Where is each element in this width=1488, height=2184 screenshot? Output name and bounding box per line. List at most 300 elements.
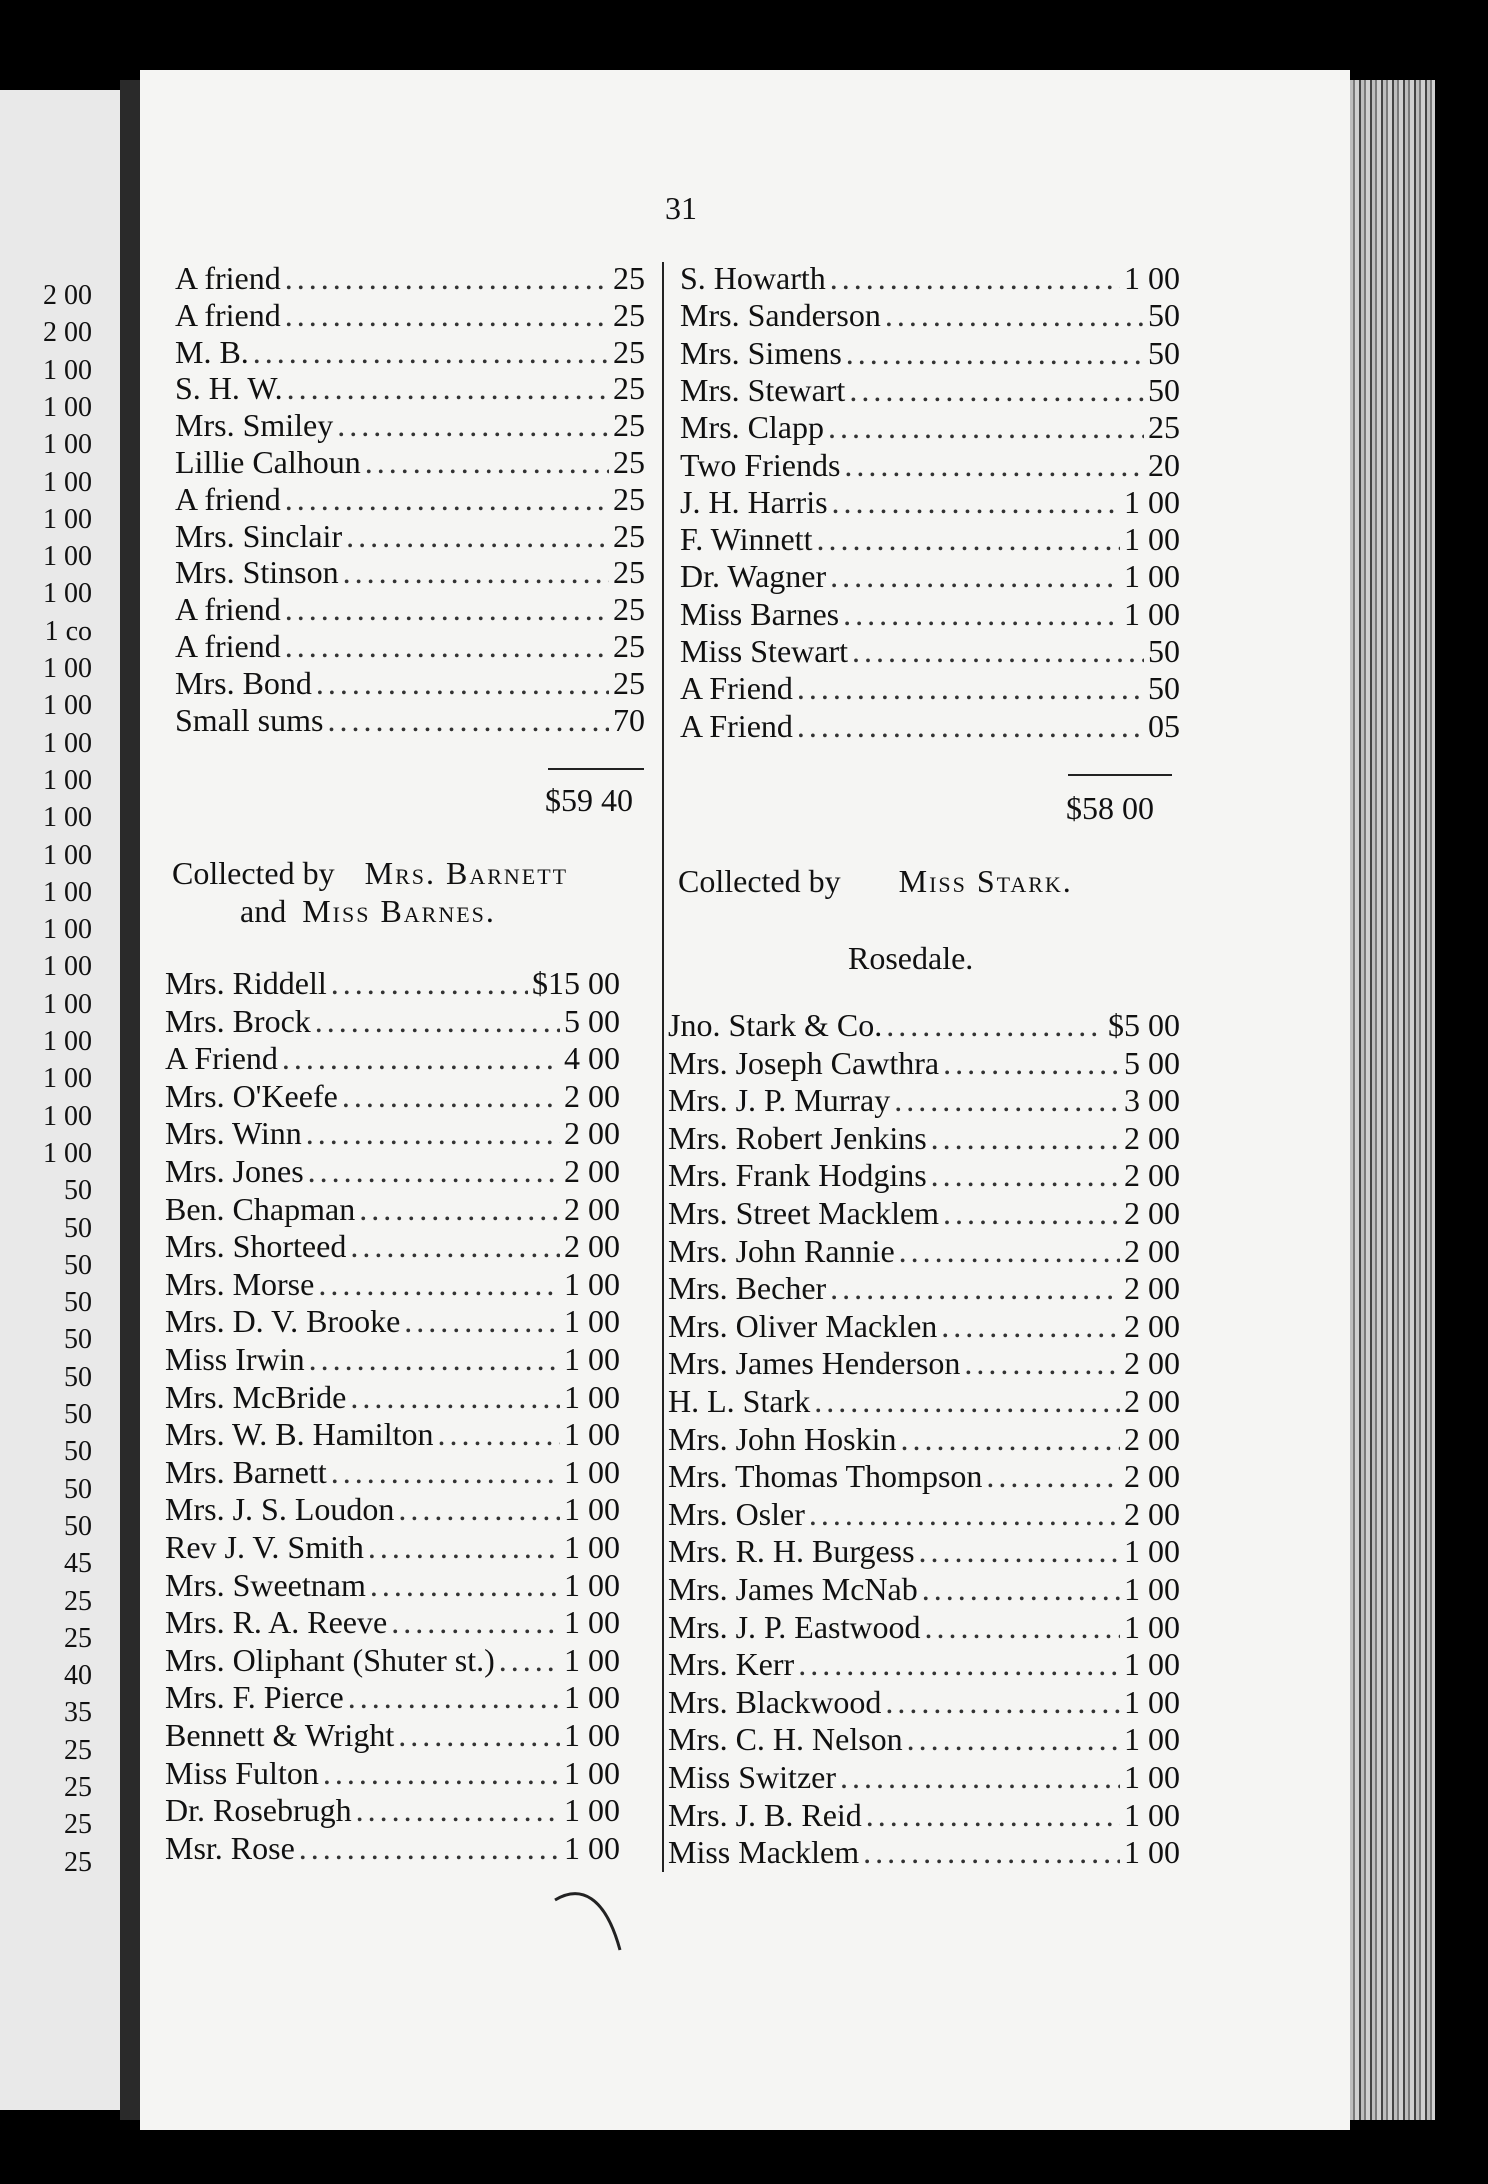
donation-amount: 1 00	[1124, 1834, 1180, 1871]
list-row	[165, 1755, 620, 1792]
list-row	[165, 1078, 620, 1115]
facing-page-amount: 50	[64, 1175, 92, 1207]
donation-amount: 25	[613, 260, 645, 296]
list-row	[680, 335, 1180, 372]
leader-dots	[253, 334, 609, 371]
list-row	[668, 1308, 1180, 1345]
leader-dots	[299, 1830, 560, 1867]
list-row	[165, 1341, 620, 1378]
list-row	[175, 554, 645, 591]
donation-amount: 1 00	[564, 1717, 620, 1753]
donation-amount: 50	[1148, 670, 1180, 707]
facing-page-amount: 45	[64, 1548, 92, 1580]
leader-dots	[798, 1646, 1120, 1683]
leader-dots	[323, 1755, 560, 1792]
donor-name: F. Winnett	[680, 521, 813, 558]
donor-name: Mrs. Simens	[680, 334, 842, 371]
donor-name: H. L. Stark	[668, 1383, 811, 1419]
list-row	[680, 297, 1180, 334]
leader-dots	[350, 1379, 560, 1416]
list-row	[175, 702, 645, 739]
list-row	[165, 965, 620, 1002]
facing-page-amount: 25	[64, 1585, 92, 1617]
facing-page-amount: 1 00	[43, 1137, 92, 1169]
facing-page-amount: 50	[64, 1249, 92, 1281]
facing-page-amount: 50	[64, 1436, 92, 1468]
list-row	[680, 558, 1180, 595]
facing-page-amount: 25	[64, 1622, 92, 1654]
leader-dots	[886, 1007, 1104, 1044]
donation-amount: $15 00	[532, 965, 620, 1001]
facing-page-amount: 1 00	[43, 764, 92, 796]
leader-dots	[809, 1496, 1120, 1533]
donor-name: Mrs. Barnett	[165, 1453, 327, 1490]
donor-name: Mrs. Thomas Thompson	[668, 1458, 983, 1495]
donation-amount: 1 00	[1124, 483, 1180, 520]
donor-name: Mrs. Becher	[668, 1270, 827, 1307]
leader-dots	[359, 1191, 560, 1228]
leader-dots	[899, 1233, 1120, 1270]
donor-name: Mrs. Stinson	[175, 554, 339, 591]
leader-dots	[342, 1078, 560, 1115]
list-row	[668, 1797, 1180, 1834]
leader-dots	[843, 596, 1120, 633]
facing-page-amount: 1 00	[43, 839, 92, 871]
leader-dots	[828, 409, 1144, 446]
facing-page-amount: 1 00	[43, 914, 92, 946]
donor-name: Mrs. J. B. Reid	[668, 1796, 862, 1833]
donation-amount: 50	[1148, 371, 1180, 408]
leader-dots	[346, 518, 609, 555]
leader-dots	[816, 521, 1120, 558]
list-row	[680, 409, 1180, 446]
leader-dots	[285, 297, 609, 334]
leader-dots	[894, 1082, 1120, 1119]
facing-page-amount: 25	[64, 1846, 92, 1878]
donor-name: Mrs. Smiley	[175, 407, 334, 444]
donation-amount: 1 00	[564, 1566, 620, 1603]
leader-dots	[852, 633, 1144, 670]
donation-amount: 1 00	[564, 1829, 620, 1866]
leader-dots	[919, 1533, 1120, 1570]
col1-total-rule	[548, 768, 644, 770]
facing-page-amount: 50	[64, 1473, 92, 1505]
list-row	[175, 407, 645, 444]
donation-amount: 1 00	[564, 1529, 620, 1565]
col1-heading-collected: Collected by	[172, 855, 335, 891]
list-row	[680, 708, 1180, 745]
donor-name: Mrs. Sinclair	[175, 517, 343, 554]
donor-name: Mrs. Oliver Macklen	[668, 1307, 938, 1344]
facing-page-amount: 2 00	[43, 280, 92, 311]
leader-dots	[814, 1383, 1120, 1420]
list-row	[165, 1416, 620, 1453]
donation-amount: 2 00	[564, 1153, 620, 1189]
donor-name: Mrs. J. S. Loudon	[165, 1491, 395, 1528]
leader-dots	[924, 1609, 1120, 1646]
donor-name: Mrs. R. H. Burgess	[668, 1533, 915, 1570]
donation-amount: 2 00	[1124, 1383, 1180, 1419]
donor-name: A Friend	[165, 1040, 278, 1077]
donation-amount: 1 00	[564, 1491, 620, 1528]
leader-dots	[830, 260, 1120, 297]
leader-dots	[830, 1270, 1120, 1307]
list-row	[668, 1571, 1180, 1608]
facing-page-amount: 1 00	[43, 1063, 92, 1095]
list-row	[165, 1830, 620, 1867]
leader-dots	[844, 447, 1144, 484]
facing-page-amount: 50	[64, 1212, 92, 1244]
list-row	[165, 1679, 620, 1716]
leader-dots	[343, 554, 609, 591]
donation-amount: 50	[1148, 297, 1180, 334]
list-row	[680, 372, 1180, 409]
leader-dots	[885, 297, 1144, 334]
list-row	[668, 1120, 1180, 1157]
donation-amount: 1 00	[1124, 1683, 1180, 1720]
facing-page-amount: 1 00	[43, 541, 92, 573]
leader-dots	[337, 407, 609, 444]
list-row	[680, 670, 1180, 707]
leader-dots	[943, 1045, 1120, 1082]
donation-amount: 1 00	[1124, 595, 1180, 632]
donation-amount: 2 00	[1124, 1345, 1180, 1382]
list-row	[165, 1491, 620, 1528]
facing-page-amount: 50	[64, 1399, 92, 1430]
list-row	[165, 1792, 620, 1829]
leader-dots	[832, 484, 1120, 521]
donor-name: Mrs. Riddell	[165, 965, 327, 1001]
col2-total-rule	[1068, 774, 1172, 776]
donation-amount: 20	[1148, 446, 1180, 483]
donor-name: Dr. Wagner	[680, 558, 827, 595]
donor-name: Miss Barnes	[680, 595, 840, 632]
donation-amount: 2 00	[1124, 1157, 1180, 1194]
donor-name: Lillie Calhoun	[175, 444, 361, 480]
leader-dots	[866, 1797, 1120, 1834]
list-row	[668, 1007, 1180, 1044]
col1-heading-and: and	[240, 893, 287, 929]
col1-heading-line2	[240, 893, 496, 930]
donor-name: A friend	[175, 480, 281, 517]
donation-amount: 25	[613, 296, 645, 333]
donation-amount: 25	[613, 333, 645, 370]
list-row	[668, 1045, 1180, 1082]
donor-name: Miss Switzer	[668, 1759, 836, 1795]
donation-amount: 1 00	[1124, 1608, 1180, 1645]
list-row	[175, 628, 645, 665]
leader-dots	[285, 628, 609, 665]
facing-page-amount: 1 00	[43, 653, 92, 684]
donor-name: Miss Fulton	[165, 1754, 319, 1791]
col2-heading-collected: Collected by	[678, 863, 841, 899]
facing-page-amount: 25	[64, 1772, 92, 1803]
donor-name: Mrs. F. Pierce	[165, 1679, 344, 1716]
leader-dots	[306, 1115, 560, 1152]
leader-dots	[404, 1303, 560, 1340]
list-row	[680, 596, 1180, 633]
list-row	[668, 1157, 1180, 1194]
donor-name: J. H. Harris	[680, 483, 828, 520]
donation-amount: 25	[613, 591, 645, 628]
facing-page-amount: 1 00	[43, 727, 92, 759]
list-row	[668, 1345, 1180, 1382]
leader-dots	[849, 372, 1144, 409]
donor-name: Mrs. W. B. Hamilton	[165, 1416, 434, 1453]
facing-page-amount: 50	[64, 1287, 92, 1319]
facing-page-amount: 1 00	[43, 1026, 92, 1057]
donor-name: Mrs. James McNab	[668, 1571, 918, 1607]
leader-dots	[846, 335, 1144, 372]
leader-dots	[797, 670, 1144, 707]
donation-amount: 2 00	[1124, 1420, 1180, 1457]
list-row	[165, 1303, 620, 1340]
facing-page-amount: 1 00	[43, 466, 92, 498]
leader-dots	[797, 708, 1144, 745]
list-row	[668, 1609, 1180, 1646]
donation-amount: 25	[613, 554, 645, 591]
pencil-mark	[550, 1880, 630, 1960]
donation-amount: 50	[1148, 334, 1180, 371]
donor-name: Mrs. Clapp	[680, 409, 824, 446]
list-row	[165, 1379, 620, 1416]
donor-name: Mrs. Street Macklem	[668, 1195, 940, 1231]
donation-amount: 5 00	[1124, 1044, 1180, 1081]
leader-dots	[285, 481, 609, 518]
donor-name: Mrs. Brock	[165, 1002, 311, 1039]
list-row	[165, 1529, 620, 1566]
list-row	[680, 447, 1180, 484]
facing-page-amount: 50	[64, 1361, 92, 1393]
donor-name: Mrs. Morse	[165, 1265, 315, 1302]
donor-name: Mrs. Joseph Cawthra	[668, 1044, 940, 1081]
donor-name: A friend	[175, 591, 281, 628]
donation-amount: 1 00	[1124, 260, 1180, 296]
leader-dots	[391, 1604, 560, 1641]
donor-name: Jno. Stark & Co.	[668, 1007, 883, 1043]
donation-amount: 2 00	[1124, 1119, 1180, 1156]
list-row	[668, 1646, 1180, 1683]
facing-page-amount: 1 00	[43, 802, 92, 834]
list-row	[175, 297, 645, 334]
facing-page-amount: 1 00	[43, 578, 92, 610]
leader-dots	[398, 1491, 560, 1528]
donor-name: Dr. Rosebrugh	[165, 1792, 352, 1829]
donor-name: Mrs. Jones	[165, 1153, 304, 1189]
list-row	[668, 1721, 1180, 1758]
column-divider	[662, 262, 664, 1872]
list-row	[668, 1233, 1180, 1270]
facing-page-amount: 1 00	[43, 429, 92, 461]
donation-amount: 25	[613, 370, 645, 407]
donation-amount: 1 00	[1124, 1571, 1180, 1607]
list-row	[175, 334, 645, 371]
donor-name: M. B.	[175, 333, 249, 370]
leader-dots	[922, 1571, 1120, 1608]
donor-name: Mrs. D. V. Brooke	[165, 1303, 401, 1340]
col1-heading-collector1: Mrs. Barnett	[364, 855, 569, 891]
leader-dots	[885, 1684, 1120, 1721]
list-row	[165, 1604, 620, 1641]
facing-page-amount: 1 00	[43, 1100, 92, 1132]
facing-page-amount: 1 00	[43, 876, 92, 908]
donation-amount: 2 00	[564, 1228, 620, 1265]
donation-amount: 1 00	[564, 1265, 620, 1302]
leader-dots	[499, 1642, 560, 1679]
list-row	[668, 1195, 1180, 1232]
donor-name: Miss Macklem	[668, 1834, 860, 1871]
donation-amount: 2 00	[1124, 1270, 1180, 1307]
donation-amount: 50	[1148, 633, 1180, 669]
facing-page-amount: 1 00	[43, 354, 92, 386]
leader-dots	[308, 1153, 560, 1190]
list-row	[680, 633, 1180, 670]
list-row	[175, 518, 645, 555]
list-row	[165, 1454, 620, 1491]
donation-amount: 1 00	[564, 1416, 620, 1453]
facing-page-amount: 1 00	[43, 988, 92, 1020]
donor-name: A Friend	[680, 670, 793, 707]
donation-amount: 2 00	[1124, 1458, 1180, 1495]
list-row	[680, 521, 1180, 558]
leader-dots	[282, 1040, 560, 1077]
list-row	[165, 1040, 620, 1077]
donor-name: Ben. Chapman	[165, 1190, 356, 1227]
donor-name: Mrs. Bond	[175, 664, 312, 701]
donor-name: Mrs. Shorteed	[165, 1228, 347, 1265]
donation-amount: 1 00	[564, 1604, 620, 1641]
list-row	[668, 1759, 1180, 1796]
donation-amount: 1 00	[1124, 1721, 1180, 1758]
leader-dots	[285, 260, 609, 297]
facing-page-amount: 1 00	[43, 690, 92, 722]
donor-name: Mrs. O'Keefe	[165, 1077, 338, 1114]
leader-dots	[368, 1529, 560, 1566]
donor-name: S. H. W.	[175, 370, 283, 407]
donation-amount: 2 00	[1124, 1307, 1180, 1344]
donor-name: Mrs. C. H. Nelson	[668, 1721, 903, 1758]
donation-amount: 70	[613, 701, 645, 738]
donation-amount: 25	[613, 664, 645, 701]
list-row	[175, 444, 645, 481]
list-row	[165, 1228, 620, 1265]
list-row	[175, 665, 645, 702]
col2-heading	[678, 863, 1073, 900]
donation-amount: 1 00	[1124, 1796, 1180, 1833]
facing-page-amount: 40	[64, 1660, 92, 1692]
list-row	[165, 1567, 620, 1604]
donor-name: Mrs. James Henderson	[668, 1345, 961, 1382]
list-row	[680, 484, 1180, 521]
donor-name: Mrs. Robert Jenkins	[668, 1119, 927, 1156]
donor-name: Mrs. Blackwood	[668, 1683, 882, 1720]
leader-dots	[931, 1120, 1120, 1157]
list-row	[668, 1458, 1180, 1495]
page-stack-edge	[1350, 80, 1435, 2120]
leader-dots	[316, 665, 609, 702]
facing-page-amount: 1 00	[43, 391, 92, 423]
list-row	[668, 1684, 1180, 1721]
donation-amount: 2 00	[564, 1190, 620, 1227]
list-row	[165, 1642, 620, 1679]
book-spine	[120, 80, 142, 2120]
donor-name: Mrs. R. A. Reeve	[165, 1604, 388, 1641]
list-row	[175, 260, 645, 297]
donor-name: A Friend	[680, 707, 793, 744]
donation-amount: $5 00	[1108, 1007, 1180, 1043]
col1-heading-collector2: Miss Barnes.	[302, 893, 496, 929]
donation-amount: 1 00	[564, 1378, 620, 1415]
donation-amount: 1 00	[1124, 558, 1180, 595]
list-row	[668, 1383, 1180, 1420]
donation-amount: 1 00	[564, 1792, 620, 1829]
facing-page-amount: 50	[64, 1510, 92, 1542]
donor-name: A friend	[175, 260, 281, 296]
list-row	[175, 481, 645, 518]
donation-amount: 4 00	[564, 1040, 620, 1077]
list-row	[680, 260, 1180, 297]
donor-name: Mrs. Sanderson	[680, 297, 881, 334]
list-row	[175, 591, 645, 628]
donor-name: Miss Stewart	[680, 633, 848, 669]
donor-name: Mrs. Kerr	[668, 1646, 795, 1683]
leader-dots	[931, 1157, 1120, 1194]
leader-dots	[331, 965, 528, 1002]
leader-dots	[437, 1416, 560, 1453]
leader-dots	[365, 444, 609, 481]
donation-amount: 2 00	[1124, 1232, 1180, 1269]
col2-total: $58 00	[1066, 790, 1154, 826]
leader-dots	[331, 1454, 560, 1491]
donor-name: A friend	[175, 628, 281, 664]
leader-dots	[327, 702, 609, 739]
donor-name: Small sums	[175, 701, 324, 738]
leader-dots	[356, 1792, 560, 1829]
donation-amount: 3 00	[1124, 1082, 1180, 1119]
leader-dots	[943, 1195, 1120, 1232]
list-row	[668, 1533, 1180, 1570]
donor-name: Mrs. Oliphant (Shuter st.)	[165, 1641, 495, 1678]
donation-amount: 1 00	[564, 1641, 620, 1678]
leader-dots	[964, 1345, 1120, 1382]
donation-amount: 2 00	[1124, 1495, 1180, 1532]
donation-amount: 2 00	[564, 1115, 620, 1152]
facing-page-amount: 25	[64, 1734, 92, 1766]
leader-dots	[986, 1458, 1120, 1495]
donor-name: Mrs. Osler	[668, 1495, 805, 1532]
donor-name: Mrs. J. P. Murray	[668, 1082, 891, 1119]
donation-amount: 25	[613, 628, 645, 664]
donor-name: Mrs. John Rannie	[668, 1232, 895, 1269]
donation-amount: 2 00	[564, 1077, 620, 1114]
leader-dots	[309, 1341, 560, 1378]
donation-amount: 25	[1148, 409, 1180, 446]
col2-subheading: Rosedale.	[848, 940, 974, 976]
facing-page-amount: 50	[64, 1324, 92, 1356]
list-row	[165, 1191, 620, 1228]
donation-amount: 1 00	[564, 1341, 620, 1377]
donor-name: Mrs. J. P. Eastwood	[668, 1608, 921, 1645]
leader-dots	[907, 1721, 1120, 1758]
donor-name: Mrs. Sweetnam	[165, 1566, 366, 1603]
leader-dots	[285, 591, 609, 628]
donor-name: Msr. Rose	[165, 1829, 295, 1866]
list-row	[165, 1003, 620, 1040]
donation-amount: 1 00	[1124, 521, 1180, 558]
col1-total: $59 40	[545, 782, 633, 818]
donation-amount: 1 00	[564, 1303, 620, 1340]
leader-dots	[900, 1421, 1120, 1458]
